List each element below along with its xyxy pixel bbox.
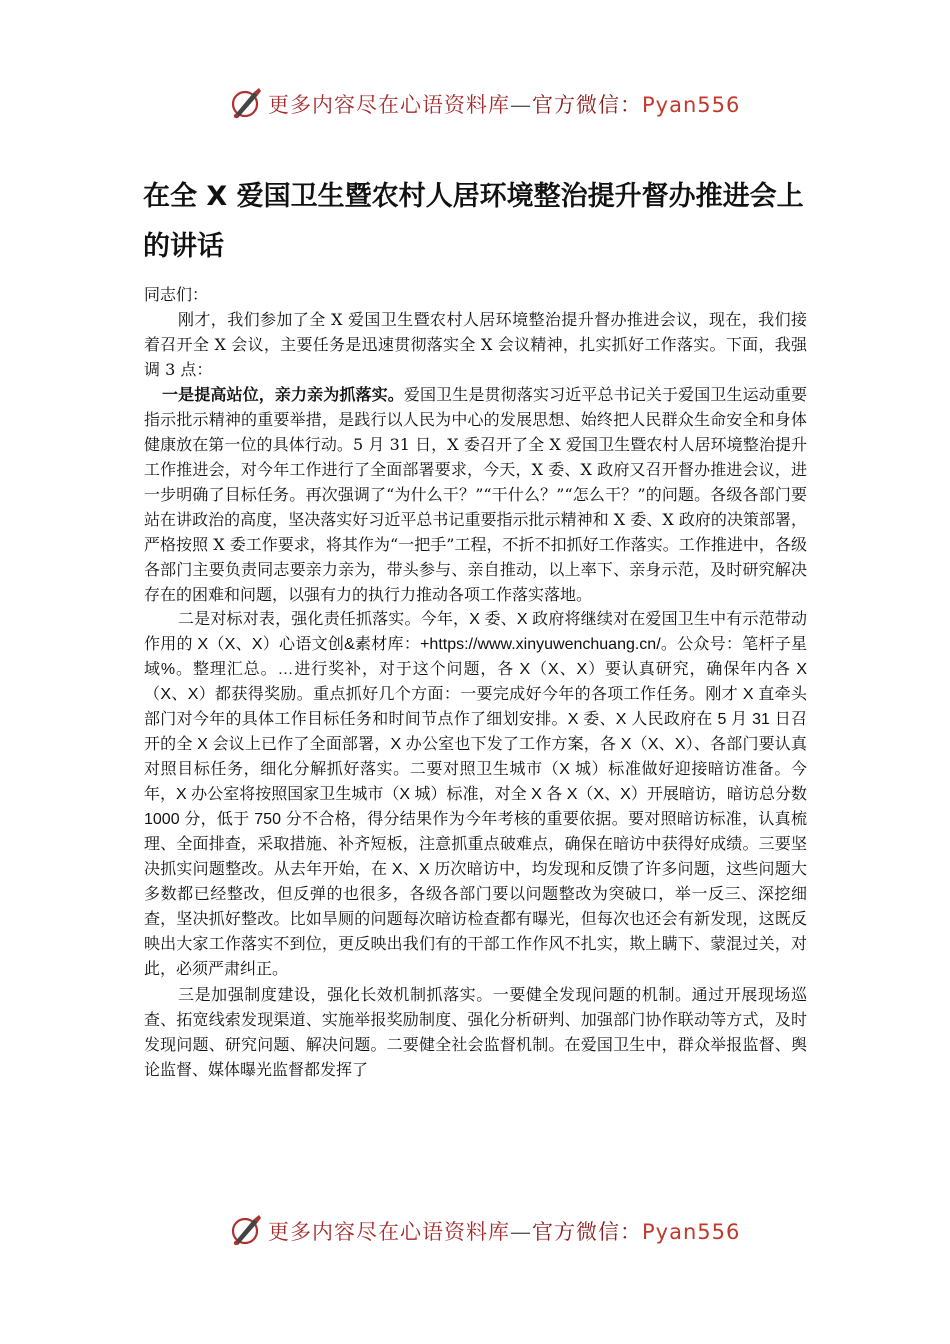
banner-slogan: 更多内容尽在心语资料库 bbox=[268, 1220, 510, 1244]
banner-slogan: 更多内容尽在心语资料库 bbox=[268, 93, 510, 117]
banner-wechat-id: Pyan556 bbox=[642, 1220, 741, 1244]
banner-separator: — bbox=[510, 93, 532, 117]
intro-paragraph: 刚才，我们参加了全 X 爱国卫生暨农村人居环境整治提升督办推进会议，现在，我们接着召开全 X 会议，主要任务是迅速贯彻落实全 X 会议精神，扎实抓好工作落实。下面，我强调 3 点： bbox=[144, 310, 807, 379]
section-1-body: 爱国卫生是贯彻落实习近平总书记关于爱国卫生运动重要指示批示精神的重要举措，是践行以人民为中心的发展思想、始终把人民群众生命安全和身体健康放在第一位的具体行动。5 月 31 日，X 委召开了全 X 爱国卫生暨农村人居环境整治提升工作推进会，对今年工作进行了全面部署要求，今天，X 委、X 政府又召开督办推进会议，进一步明确了目标任务。再次强调了“为什么干？”“干什么？”“怎么干？”的问题。各级各部门要站在讲政治的高度，坚决落实好习近平总书记重要指示批示精神和 X 委、X 政府的决策部署，严格按照 X 委工作要求，将其作为“一把手”工程，不折不扣抓好工作落实。工作推进中，各级各部门主要负责同志要亲力亲为，带头参与、亲自推动，以上率下、亲身示范，及时研究解决存在的困难和问题，以强有力的执行力推动各项工作落实落地。 bbox=[144, 385, 807, 604]
document-body bbox=[144, 282, 807, 1082]
pen-brush-logo-icon bbox=[228, 86, 264, 122]
banner-wechat-label: 官方微信： bbox=[532, 1220, 642, 1244]
section-1-lead: 一是提高站位，亲力亲为抓落实。 bbox=[162, 385, 404, 404]
pen-brush-logo-icon bbox=[228, 1213, 264, 1249]
section-1-paragraph bbox=[144, 382, 807, 607]
banner-text bbox=[268, 1216, 740, 1246]
banner-wechat-id: Pyan556 bbox=[642, 93, 741, 117]
top-banner[interactable] bbox=[228, 84, 741, 124]
salutation: 同志们： bbox=[144, 285, 209, 304]
banner-text bbox=[268, 89, 740, 119]
bottom-banner[interactable] bbox=[228, 1211, 741, 1251]
banner-wechat-label: 官方微信： bbox=[532, 93, 642, 117]
banner-separator: — bbox=[510, 1220, 532, 1244]
section-3-paragraph: 三是加强制度建设，强化长效机制抓落实。一要健全发现问题的机制。通过开展现场巡查、拓宽线索发现渠道、实施举报奖励制度、强化分析研判、加强部门协作联动等方式，及时发现问题、研究问题、解决问题。二要健全社会监督机制。在爱国卫生中，群众举报监督、舆论监督、媒体曝光监督都发挥了 bbox=[144, 985, 807, 1079]
document-title: 在全 X 爱国卫生暨农村人居环境整治提升督办推进会上的讲话 bbox=[143, 181, 804, 262]
section-2-paragraph: 二是对标对表，强化责任抓落实。今年，X 委、X 政府将继续对在爱国卫生中有示范带动作用的 X（X、X）心语文创&素材库：+https://www.xinyuwenchuang.cn/。公众号：笔杆子星域%。整理汇总。…进行奖补，对于这个问题，各 X（X、X）要认真研究，确保年内各 X（X、X）都获得奖励。重点抓好几个方面：一要完成好今年的各项工作任务。刚才 X 直牵头部门对今年的具体工作目标任务和时间节点作了细划安排。X 委、X 人民政府在 5 月 31 日召开的全 X 会议上已作了全面部署，X 办公室也下发了工作方案，各 X（X、X）、各部门要认真对照目标任务，细化分解抓好落实。二要对照卫生城市（X 城）标准做好迎接暗访准备。今年，X 办公室将按照国家卫生城市（X 城）标准，对全 X 各 X（X、X）开展暗访，暗访总分数 1000 分，低于 750 分不合格，得分结果作为今年考核的重要依据。要对照暗访标准，认真梳理、全面排查，采取措施、补齐短板，注意抓重点破难点，确保在暗访中获得好成绩。三要坚决抓实问题整改。从去年开始，在 X、X 历次暗访中，均发现和反馈了许多问题，这些问题大多数都已经整改，但反弹的也很多，各级各部门要以问题整改为突破口，举一反三、深挖细查，坚决抓好整改。比如旱厕的问题每次暗访检查都有曝光，但每次也还会有新发现，这既反映出大家工作落实不到位，更反映出我们有的干部工作作风不扎实，欺上瞒下、蒙混过关，对此，必须严肃纠正。 bbox=[144, 611, 807, 978]
